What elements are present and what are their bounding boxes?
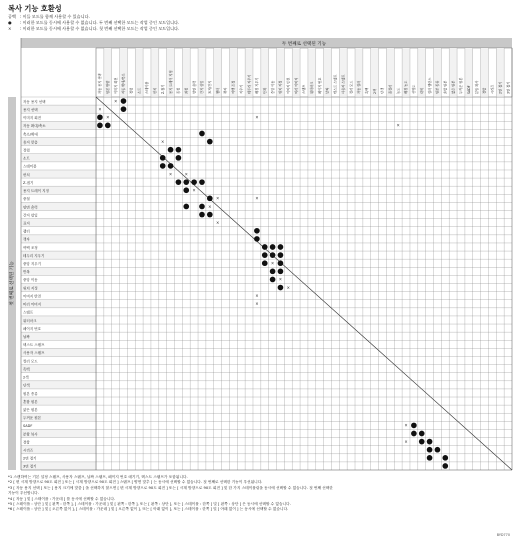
column-label: 자동 용지 선택 [98,73,103,94]
incompatible-dot [262,260,268,266]
incompatible-dot [176,147,182,153]
column-label: 펀치 [153,87,158,94]
incompatible-dot [270,244,276,250]
column-label: 이미지 회전 [113,77,118,94]
row-label-cell [21,267,96,275]
incompatible-cross: × [404,422,408,428]
row-label: 워터마크 [23,318,37,323]
incompatible-cross: × [192,187,196,193]
incompatible-dot [191,179,197,185]
row-label: 테두리 지우기 [23,253,45,258]
column-label: 자동 확대/축소 [121,73,126,94]
footnote: *6 [ 스테이플 : 상단 ] 및 [ 오른쪽 없이 ], [ 스테이플 : 가운데 ] 및 [ 오른쪽 없이 ], 또는 [ 아래 없이 ], 또는 [ 스테이플 : 한쪽 ] 및 [ 아래 없이 ] 는 동시에 선택할 수 없습니다. [8,507,289,512]
column-label: 풀컬러 [388,84,393,94]
row-label: 날짜 [23,334,30,339]
incompatible-dot [97,123,103,129]
footnote: *5 [ 스테이플 : 상단 ] 및 [ 왼쪽 : 한쪽 ], [ 스테이플 : 가운데 ] 및 [ 왼쪽 : 한쪽 ], 또는 [ 왼쪽 : 상단 ], 또는 [ 스테이플 : 한쪽 ] 및 [ 왼쪽 : 상단 ] 은 동시에 선택할 수 없습니다. [8,502,291,507]
footnotes [8,475,512,513]
incompatible-dot [97,114,103,120]
incompatible-dot [199,179,205,185]
incompatible-dot [427,447,433,453]
footnote: 기능이 우선합니다. [8,491,39,496]
legend-text: : 이러한 모드를 동시에 사용할 수 없습니다. 두 번째 선택한 모드는 작업 중인 모드입니다. [20,20,180,25]
column-label: 3면 접기 [506,81,511,94]
row-label: 원본 종류 [23,391,38,396]
header-label: 두 번째로 선택된 기능 [281,42,327,47]
incompatible-cross: × [255,292,259,298]
incompatible-dot [183,204,189,210]
incompatible-dot [254,236,260,242]
column-label: 두꺼운 원본 [459,77,464,94]
row-label: 간지 삽입 [23,213,38,218]
incompatible-dot [262,244,268,250]
incompatible-cross: × [255,195,259,201]
row-label: 축소/확대 [23,132,38,137]
row-label: 위치 지정 [23,286,38,291]
row-label-cell [21,170,96,178]
incompatible-dot [199,131,205,137]
row-label: 여백 조정 [23,245,38,250]
column-label: 반복 [262,87,267,94]
incompatible-cross: × [106,114,110,120]
column-label: SADF [467,85,472,94]
incompatible-dot [160,155,166,161]
incompatible-dot [262,252,268,258]
row-label: 결합 [23,440,30,445]
row-label: 중철 [23,197,30,202]
row-label-cell [21,373,96,381]
incompatible-dot [199,204,205,210]
row-label: 중앙 이동 [23,278,38,283]
incompatible-dot [278,269,284,275]
column-label: 단색 [380,87,385,94]
column-label: 시리즈 [490,84,495,94]
incompatible-dot [207,196,213,202]
row-label-cell [21,146,96,154]
incompatible-cross: × [168,171,173,177]
row-label: 자동 확대/축소 [23,124,46,129]
column-label: 테두리 지우기 [247,74,252,94]
column-label: 표지/간지 [208,80,213,94]
incompatible-cross: × [255,301,259,307]
page-title: 복사 기능 호환성 [8,4,62,13]
row-label: 혼합 원본 [23,399,38,404]
row-label-cell [21,332,96,340]
column-label: 배경 농도 [404,80,409,94]
incompatible-dot [419,431,425,437]
row-label: 챕터 [23,229,30,234]
column-label: 페이지 번호 [317,77,322,94]
header-band [21,38,512,48]
legend-symbol: 공백 [8,14,16,19]
column-label: 이미지 반전 [286,77,291,94]
row-label: 두꺼운 원본 [23,416,42,421]
column-label: 날짜 [325,87,330,94]
column-label: 농도 [396,87,401,94]
incompatible-cross: × [184,171,188,177]
row-label: 용지 선택 [23,107,38,112]
column-label: 얇은 원본 [451,80,456,94]
incompatible-dot [278,260,284,266]
row-label: 소트 [23,156,30,161]
incompatible-cross: × [278,276,283,282]
column-label: 스테이플 [145,81,150,94]
incompatible-dot [207,212,213,218]
row-label: 미러 이미지 [23,302,42,307]
row-label: 시리즈 [23,448,34,453]
incompatible-dot [427,439,433,445]
legend-text: : 이들 모드를 함께 사용할 수 있습니다. [20,14,90,19]
column-label: 여백 조정 [231,80,236,94]
legend-symbol: × [8,26,12,31]
legend-text: : 이러한 모드를 동시에 사용할 수 없습니다. 첫 번째 선택한 모드는 작업 중인 모드입니다. [20,26,180,31]
side-label: 첫 번째로 선택된 기능 [10,261,15,306]
row-label: 2색 [23,375,29,380]
footnote: *3 [ 자동 용지 선택 ] 또는 [ 용지 크기에 맞춤 ] 을 선택하지 않으면 [ 변 시계 방향으로 90도 회전 ] 또는 [ 시계 방향으로 90도 회전 ] 및 한 가지 스테이플링을 동시에 선택할 수 없습니다. 첫 번째 선택한 [8,485,333,490]
row-label-cell [21,381,96,389]
footnote: *1 스캔하여는 기본 설정 스탬프, 사용자 스탬프, 날짜 스탬프, 페이지 번호 매기기, 텍스트 스탬프가 포함됩니다. [8,475,188,479]
column-label: 원본 종류 [435,80,440,94]
row-label: 책자 [23,237,30,242]
row-label-cell [21,219,96,227]
column-label: 양면 출력 [192,80,197,94]
incompatible-dot [419,439,425,445]
row-label: 컬러 모드 [23,359,38,364]
column-label: 흑백 [364,87,369,94]
column-label: 중앙 이동 [270,80,275,94]
column-label: 사용자 스탬프 [341,74,346,94]
incompatible-dot [411,431,417,437]
legend-symbol: ● [8,20,12,25]
row-label-cell [21,154,96,162]
incompatible-cross: × [215,219,220,225]
column-label: 텍스트 스탬프 [333,74,338,94]
incompatible-dot [427,455,433,461]
incompatible-dot [121,98,127,104]
row-label: 흑백 [23,367,30,372]
column-label: 원본 방향 [105,80,110,94]
incompatible-dot [270,277,276,283]
incompatible-dot [168,147,174,153]
incompatible-cross: × [396,122,400,128]
incompatible-dot [442,455,448,461]
column-label: 중철 [176,87,181,94]
row-label: 반복 [23,270,30,275]
incompatible-dot [199,212,205,218]
row-label: 얇은 원본 [23,407,38,412]
figure-code: BYD770 [496,533,510,537]
column-label: 소트 [137,87,142,94]
row-label: 용지 트레이 지정 [23,189,49,194]
column-label: 컬러 밸런스 [427,77,432,94]
incompatible-dot [442,463,448,469]
incompatible-dot [160,163,166,169]
incompatible-dot [411,423,417,429]
column-label: 2면 접기 [498,81,503,94]
row-label-cell [21,235,96,243]
incompatible-dot [435,447,441,453]
column-label: 챕터 [215,87,220,94]
row-label: 양면 출력 [23,205,38,210]
row-label-cell [21,438,96,446]
column-label: 간지 삽입 [200,80,205,94]
incompatible-dot [278,252,284,258]
column-label: 대비 [419,87,424,94]
column-label: 결합 [482,87,487,94]
row-label: 페이지 번호 [23,326,42,331]
column-label: 배경 지우기 [255,77,260,94]
row-label: 용지 맞춤 [23,140,38,145]
row-label: 2면 접기 [23,456,37,461]
row-label: 3면 접기 [23,464,37,469]
column-label: 혼합 원본 [443,80,448,94]
incompatible-cross: × [215,195,220,201]
incompatible-dot [121,106,127,112]
incompatible-dot [278,244,284,250]
row-label: 중앙 지우기 [23,262,42,267]
row-label: SADF [23,424,33,429]
incompatible-dot [105,123,111,129]
row-label: 스탬프 [23,310,34,315]
footnote: *2 [ 변 시계 방향으로 90도 회전 ] 또는 [ 시계 방향으로 90도 회전 ] 스탬프 [ 양면 맞추 ] 는 동시에 선택할 수 없습니다. 첫 번째로 선택한 기능이 우선됩니다. [8,480,263,485]
incompatible-dot [278,285,284,291]
column-label: 컬러 모드 [349,80,354,94]
column-label: 자동 컬러 [357,80,362,94]
row-label: 단색 [23,383,30,388]
column-label: 위치 지정 [278,80,283,94]
column-label: 선명도 [412,84,417,94]
row-label: Z-접기 [23,180,34,185]
row-label: 이미지 회전 [23,116,42,121]
incompatible-dot [183,179,189,185]
incompatible-cross: × [208,203,212,209]
row-label: 정렬 [23,148,30,153]
incompatible-cross: × [161,138,165,144]
row-label-cell [21,365,96,373]
incompatible-dot [270,269,276,275]
row-label: 표지 [23,221,30,226]
incompatible-dot [176,179,182,185]
incompatible-dot [176,155,182,161]
row-label-cell [21,194,96,202]
row-label: 분할 복사 [23,432,38,437]
row-label: 이미지 반전 [23,294,42,299]
column-label: Z-접기 [160,84,165,94]
row-label: 펀치 [23,172,30,177]
column-label: 정렬 [129,87,134,94]
incompatible-dot [168,163,174,169]
row-label: 스테이플 [23,164,37,169]
column-label: 2색 [372,88,377,94]
column-label: 책자 [223,87,228,94]
incompatible-cross: × [404,438,408,444]
column-label: 스탬프 [302,84,307,94]
incompatible-cross: × [255,114,259,120]
footnote: *4 [ 자동 ] 및 [ 스태이플 : 가운데 ] 를 동시에 선택할 수 없습니다. [8,496,116,501]
row-label: 자동 용지 선택 [23,99,46,104]
incompatible-cross: × [270,260,275,266]
column-label: 분할 복사 [474,80,479,94]
incompatible-cross: × [113,98,118,104]
incompatible-dot [270,252,276,258]
incompatible-dot [183,187,189,193]
incompatible-dot [207,139,213,145]
incompatible-cross: × [286,284,290,290]
row-label-cell [21,227,96,235]
column-label: 미러 이미지 [294,77,299,94]
column-label: 지우기 [239,84,244,94]
incompatible-cross: × [98,106,102,112]
column-label: 용지 트레이 지정 [168,70,173,94]
column-label: 워터마크 [310,81,315,94]
row-label: 텍스트 스탬프 [23,343,45,348]
incompatible-dot [254,228,260,234]
row-label: 사용자 스탬프 [23,351,45,356]
column-label: 좌철 [184,87,189,94]
